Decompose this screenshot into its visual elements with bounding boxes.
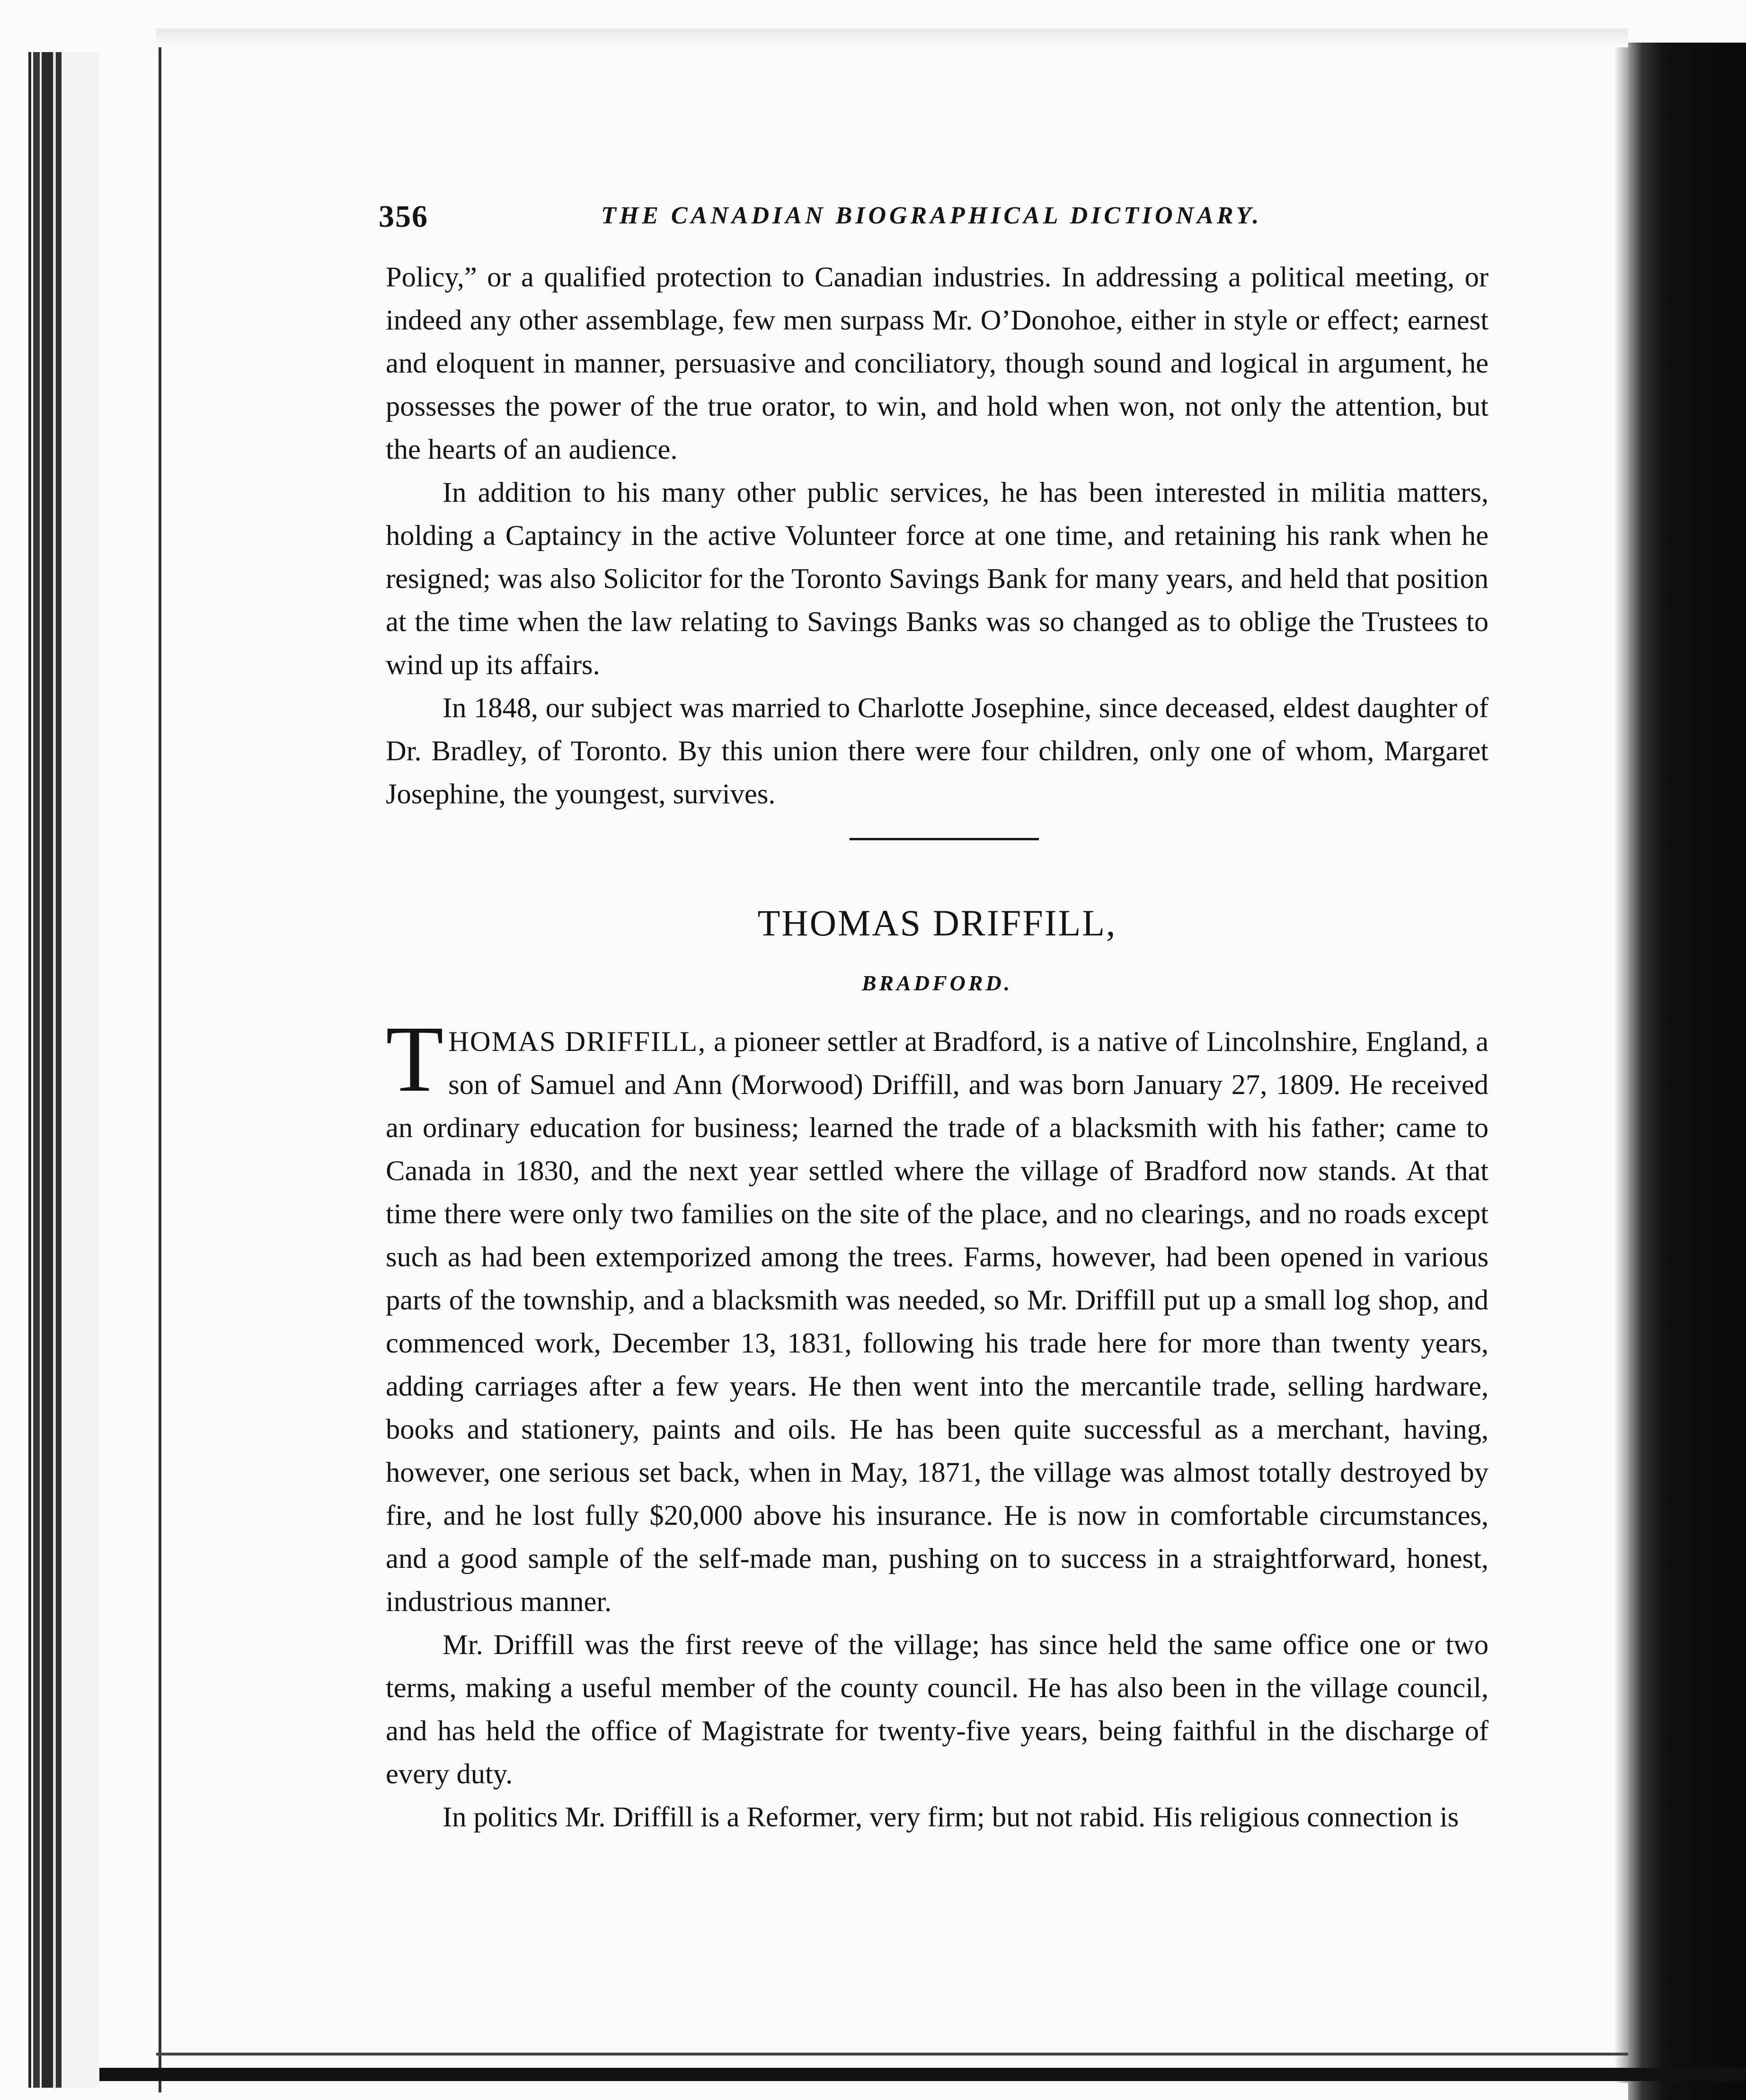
continued-article xyxy=(386,256,1489,816)
paragraph: Mr. Driffill was the first reeve of the village; has since held the same office one or two terms, making a useful member of the county council. He has also been in the village council, and has held the office of Magistrate for twenty-five years, being faithful in the discharge of every duty. xyxy=(386,1629,1489,1790)
article-place: BRADFORD. xyxy=(861,971,1013,995)
section-divider xyxy=(850,838,1039,840)
page-edge-line xyxy=(159,47,161,2092)
first-paragraph xyxy=(386,1007,1489,1623)
binding-shadow-left xyxy=(28,52,99,2088)
scan-shadow-bottom xyxy=(99,2068,1746,2081)
running-head-title: THE CANADIAN BIOGRAPHICAL DICTIONARY. xyxy=(601,202,1262,229)
lead-caps: HOMAS DRIFFILL, xyxy=(448,1026,707,1058)
drop-cap: T xyxy=(386,1007,444,1112)
article-body xyxy=(386,1007,1489,1839)
first-paragraph-text: a pioneer settler at Bradford, is a native of Lincolnshire, England, a son of Samuel and Ann (Morwood) Driffill, and was born January 27, 1809. He received an ordinary education for business; learned the trade of a blacksmith with his father; came to Canada in 1830, and the next year settled where the village of Bradford now stands. At that time there were only two families on the site of the place, and no clearings, and no roads except such as had been extemporized among the trees. Farms, however, had been opened in various parts of the township, and a blacksmith was needed, so Mr. Driffill put up a small log shop, and commenced work, December 13, 1831, following his trade here for more than twenty years, adding carriages after a few years. He then went into the mercantile trade, selling hardware, books and stationery, paints and oils. He has been quite successful as a merchant, having, however, one serious set back, when in May, 1871, the village was almost totally destroyed by fire, and he lost fully $20,000 above his insurance. He is now in comfortable circumstances, and a good sample of the self-made man, pushing on to success in a straightforward, honest, industrious manner. xyxy=(386,1026,1489,1618)
paragraph: Policy,” or a qualified protection to Canadian industries. In addressing a political meeting, or indeed any other assemblage, few men surpass Mr. O’Donohoe, either in style or effect; earnest and eloquent in manner, persuasive and conciliatory, though sound and logical in argument, he possesses the power of the true orator, to win, and hold when won, not only the attention, but the hearts of an audience. xyxy=(386,261,1489,465)
scan-shadow-right xyxy=(1628,43,1746,2100)
running-head xyxy=(379,199,1491,241)
page-number: 356 xyxy=(379,199,428,234)
paragraph: In addition to his many other public services, he has been interested in militia matters, holding a Captaincy in the active Volunteer force at one time, and retaining his rank when he resigned; was also Solicitor for the Toronto Savings Bank for many years, and held that position at the time when the law relating to Savings Banks was so changed as to oblige the Trustees to wind up its affairs. xyxy=(386,477,1489,681)
article-title: THOMAS DRIFFILL, xyxy=(757,902,1117,943)
page-top-edge xyxy=(156,28,1628,47)
paragraph: In 1848, our subject was married to Charlotte Josephine, since deceased, eldest daughter of Dr. Bradley, of Toronto. By this union there were four children, only one of whom, Margaret Josephine, the youngest, survives. xyxy=(386,692,1489,810)
paragraph: In politics Mr. Driffill is a Reformer, very firm; but not rabid. His religious connection is xyxy=(443,1801,1459,1833)
page-bottom-edge xyxy=(156,2053,1628,2056)
